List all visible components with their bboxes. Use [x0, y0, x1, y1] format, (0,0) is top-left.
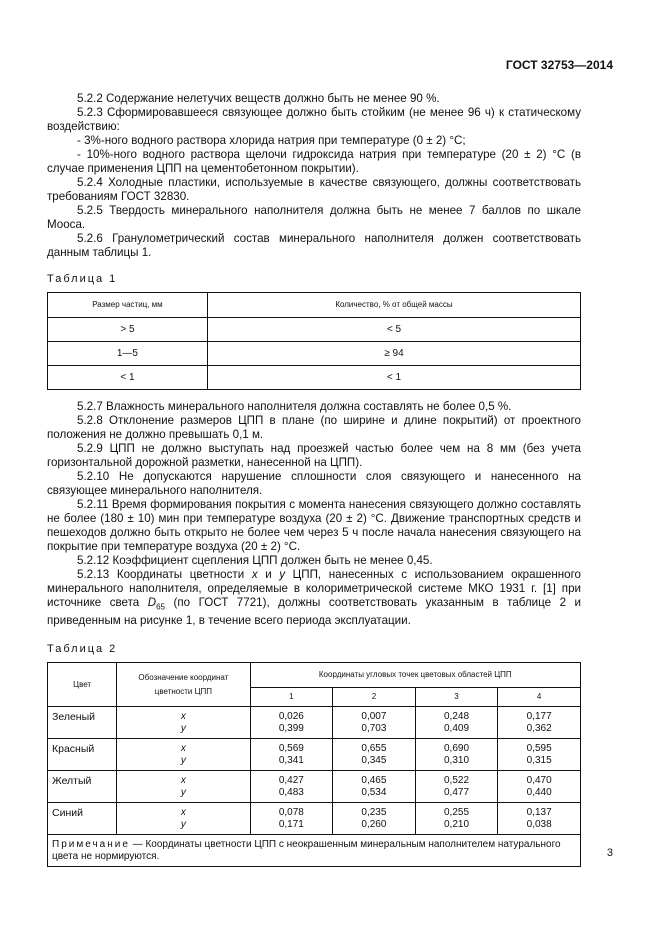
- table-cell: [250, 771, 333, 803]
- value-x: 0,248: [444, 711, 470, 723]
- value-x: 0,235: [361, 807, 387, 819]
- value-x: 0,026: [278, 711, 304, 723]
- table-cell: [333, 739, 416, 771]
- table-row: [48, 707, 581, 739]
- value-y: 0,703: [361, 723, 387, 735]
- table-header-cell: Обозначение координат цветности ЦПП: [117, 663, 250, 707]
- table1-caption: Таблица 1: [47, 273, 118, 285]
- symbol-d65: D: [147, 596, 157, 609]
- table-cell: ≥ 94: [207, 342, 580, 366]
- value-y: 0,038: [526, 819, 552, 831]
- table2-caption: Таблица 2: [47, 643, 118, 656]
- table-cell: [333, 803, 416, 835]
- table-cell: [415, 803, 498, 835]
- table-cell: [415, 739, 498, 771]
- table-header-cell: Размер частиц, мм: [48, 293, 208, 318]
- table-cell: [498, 739, 581, 771]
- table-cell: [498, 707, 581, 739]
- symbol-y: y: [180, 723, 186, 735]
- value-x: 0,470: [526, 775, 552, 787]
- paragraph: 5.2.12 Коэффициент сцепления ЦПП должен быть не менее 0,45.: [77, 554, 433, 567]
- table-cell: < 1: [48, 366, 208, 390]
- symbol-x: x: [180, 775, 186, 787]
- value-y: 0,409: [444, 723, 470, 735]
- paragraphs-b: [47, 400, 581, 628]
- value-y: 0,399: [278, 723, 304, 735]
- paragraph: 5.2.10 Не допускаются нарушение сплошности слоя связующего и нанесенного на связующее минерального наполнителя.: [47, 470, 581, 497]
- paragraph: 5.2.7 Влажность минерального наполнителя должна составлять не более 0,5 %.: [77, 400, 512, 413]
- paragraph-5-2-13: [47, 568, 581, 628]
- symbol-y: y: [180, 755, 186, 767]
- value-y: 0,341: [278, 755, 304, 767]
- paragraph: 5.2.5 Твердость минерального наполнителя должна быть не менее 7 баллов по шкале Мооса.: [47, 204, 581, 231]
- value-x: 0,078: [278, 807, 304, 819]
- table-header-cell: Координаты угловых точек цветовых областей ЦПП: [250, 663, 580, 688]
- value-x: 0,007: [361, 711, 387, 723]
- paragraph: 5.2.2 Содержание нелетучих веществ должно быть не менее 90 %.: [77, 92, 440, 105]
- table-cell: [250, 707, 333, 739]
- symbol-y: y: [279, 568, 286, 581]
- table-note-row: [48, 835, 581, 867]
- text-run: (по ГОСТ 7721), должны соответствовать указанным в таблице 2 и приведенным на рисунке 1, в течение всего периода эксплуатации.: [47, 596, 581, 628]
- table-cell: 1—5: [48, 342, 208, 366]
- value-y: 0,345: [361, 755, 387, 767]
- value-y: 0,483: [278, 787, 304, 799]
- value-x: 0,595: [526, 743, 552, 755]
- value-x: 0,255: [444, 807, 470, 819]
- symbol-x: x: [180, 807, 186, 819]
- paragraph: 5.2.11 Время формирования покрытия с момента нанесения связующего должно составлять не более (180 ± 10) мин при температуре воздуха (20 ± 2) °С. Движение транспортных средств и пешеходов должно быть открыто не более чем через 5 ч после начала нанесения связующего на покрытие при температуре воздуха (20 ± 2) °С.: [47, 498, 581, 553]
- symbol-y: y: [180, 819, 186, 831]
- value-x: 0,465: [361, 775, 387, 787]
- symbol-x: x: [251, 568, 258, 581]
- table-row: [48, 771, 581, 803]
- color-name: Зеленый: [48, 707, 117, 739]
- table-cell: [415, 771, 498, 803]
- text-run: и: [257, 568, 280, 581]
- value-x: 0,177: [526, 711, 552, 723]
- table-note: [48, 835, 581, 867]
- table-cell: < 1: [207, 366, 580, 390]
- value-x: 0,427: [278, 775, 304, 787]
- value-x: 0,655: [361, 743, 387, 755]
- color-name: Красный: [48, 739, 117, 771]
- paragraph: - 10%-ного водного раствора щелочи гидроксида натрия при температуре (20 ± 2) °С (в случае применения ЦПП на цементобетонном покрытии).: [47, 148, 581, 175]
- table-header-cell: Количество, % от общей массы: [207, 293, 580, 318]
- coordinate-symbols: [117, 803, 250, 835]
- paragraph: 5.2.3 Сформировавшееся связующее должно быть стойким (не менее 96 ч) к статическому воздействию:: [47, 106, 581, 133]
- value-y: 0,310: [444, 755, 470, 767]
- paragraph: 5.2.8 Отклонение размеров ЦПП в плане (по ширине и длине покрытий) от проектного положения не должно превышать 0,1 м.: [47, 414, 581, 441]
- table-header-cell: 2: [333, 688, 416, 707]
- symbol-y: y: [180, 787, 186, 799]
- table-cell: [333, 771, 416, 803]
- text-run: ЦПП, нанесенных с использованием окрашенного минерального наполнителя, определяемые в колориметрической системе МКО 1931 г. [1] при источнике света: [47, 568, 581, 609]
- symbol-x: x: [180, 711, 186, 723]
- table-cell: < 5: [207, 318, 580, 342]
- table1: [47, 292, 581, 390]
- paragraph: 5.2.6 Гранулометрический состав минерального наполнителя должен соответствовать данным таблицы 1.: [47, 232, 581, 259]
- table-header-row: [48, 293, 581, 318]
- table-header-row: [48, 663, 581, 688]
- subscript-65: 65: [156, 602, 166, 612]
- table-header-cell: 4: [498, 688, 581, 707]
- paragraph: 5.2.9 ЦПП не должно выступать над проезжей частью более чем на 8 мм (без учета горизонтальной дорожной разметки, нанесенной на ЦПП).: [47, 442, 581, 469]
- table-row: [48, 803, 581, 835]
- value-y: 0,440: [526, 787, 552, 799]
- coordinate-symbols: [117, 739, 250, 771]
- note-text: — Координаты цветности ЦПП с неокрашенным минеральным наполнителем натурального цвета не нормируются.: [52, 839, 561, 863]
- value-x: 0,522: [444, 775, 470, 787]
- color-name: Желтый: [48, 771, 117, 803]
- paragraph: 5.2.4 Холодные пластики, используемые в качестве связующего, должны соответствовать требованиям ГОСТ 32830.: [47, 176, 581, 203]
- symbol-x: x: [180, 743, 186, 755]
- value-y: 0,477: [444, 787, 470, 799]
- coordinate-symbols: [117, 707, 250, 739]
- value-y: 0,210: [444, 819, 470, 831]
- paragraphs-a: [47, 92, 581, 260]
- page-number: 3: [606, 847, 613, 859]
- document-body: [47, 92, 581, 867]
- table-cell: [333, 707, 416, 739]
- table-row: [48, 318, 581, 342]
- value-y: 0,534: [361, 787, 387, 799]
- color-name: Синий: [48, 803, 117, 835]
- value-y: 0,362: [526, 723, 552, 735]
- table-header-cell: 1: [250, 688, 333, 707]
- table-header-cell: Цвет: [48, 663, 117, 707]
- value-y: 0,260: [361, 819, 387, 831]
- table-cell: > 5: [48, 318, 208, 342]
- value-y: 0,171: [278, 819, 304, 831]
- value-x: 0,137: [526, 807, 552, 819]
- table-cell: [498, 803, 581, 835]
- text-run: 5.2.13 Координаты цветности: [77, 568, 252, 581]
- table-cell: [250, 803, 333, 835]
- paragraph: - 3%-ного водного раствора хлорида натрия при температуре (0 ± 2) °С;: [77, 134, 466, 147]
- table-cell: [250, 739, 333, 771]
- table-row: [48, 366, 581, 390]
- table-cell: [498, 771, 581, 803]
- table-header-cell: 3: [415, 688, 498, 707]
- table-row: [48, 342, 581, 366]
- value-x: 0,569: [278, 743, 304, 755]
- coordinate-symbols: [117, 771, 250, 803]
- table2: [47, 662, 581, 867]
- table-row: [48, 739, 581, 771]
- value-x: 0,690: [444, 743, 470, 755]
- table-cell: [415, 707, 498, 739]
- document-header: ГОСТ 32753—2014: [505, 58, 613, 72]
- value-y: 0,315: [526, 755, 552, 767]
- note-label: Примечание: [52, 839, 130, 851]
